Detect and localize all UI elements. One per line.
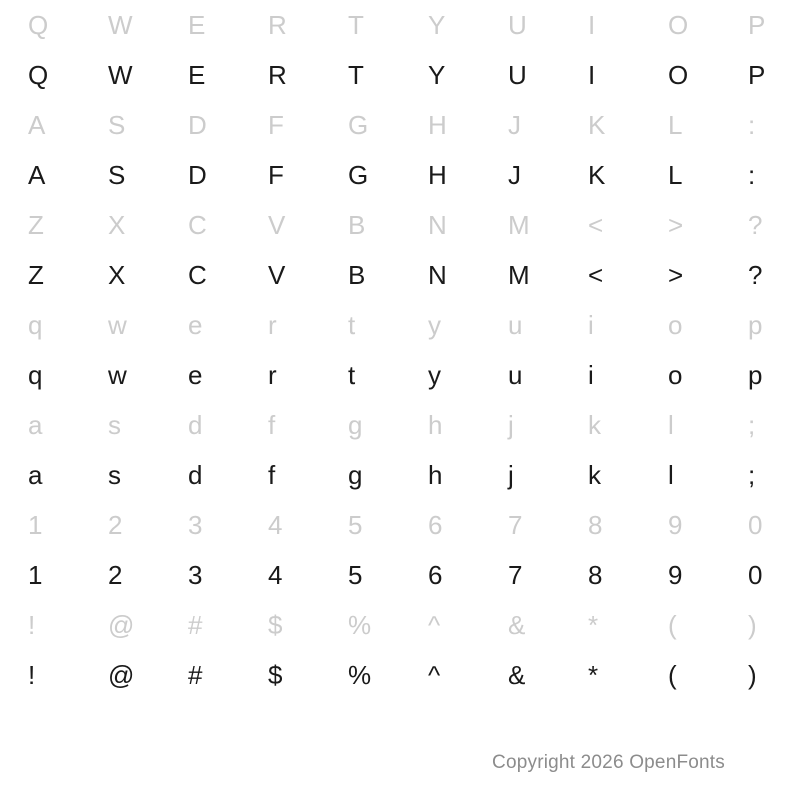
glyph-cell: 7 xyxy=(508,510,523,540)
glyph-cell: G xyxy=(348,160,369,190)
glyph-cell: 3 xyxy=(188,560,203,590)
glyph-cell: J xyxy=(508,160,521,190)
glyph-cell: ^ xyxy=(428,610,441,640)
glyph-cell: t xyxy=(348,310,356,340)
glyph-cell: 3 xyxy=(188,510,203,540)
glyph-cell: e xyxy=(188,310,203,340)
glyph-cell: o xyxy=(668,310,683,340)
glyph-cell: 7 xyxy=(508,560,523,590)
glyph-cell: T xyxy=(348,10,364,40)
glyph-cell: V xyxy=(268,210,286,240)
glyph-cell: s xyxy=(108,460,121,490)
glyph-cell: > xyxy=(668,210,684,240)
glyph-cell: # xyxy=(188,610,203,640)
glyph-cell: R xyxy=(268,10,287,40)
glyph-cell: : xyxy=(748,110,756,140)
glyph-cell: l xyxy=(668,460,674,490)
glyph-cell: % xyxy=(348,660,372,690)
glyph-cell: u xyxy=(508,310,523,340)
glyph-cell: Y xyxy=(428,60,446,90)
glyph-cell: J xyxy=(508,110,521,140)
glyph-cell: 1 xyxy=(28,510,43,540)
glyph-cell: w xyxy=(108,360,127,390)
glyph-cell: 6 xyxy=(428,560,443,590)
glyph-cell: q xyxy=(28,310,43,340)
glyph-cell: R xyxy=(268,60,287,90)
glyph-cell: 4 xyxy=(268,560,283,590)
glyph-cell: D xyxy=(188,110,207,140)
glyph-cell: l xyxy=(668,410,674,440)
glyph-cell: > xyxy=(668,260,684,290)
glyph-cell: 8 xyxy=(588,510,603,540)
glyph-cell: 5 xyxy=(348,560,363,590)
glyph-cell: i xyxy=(588,360,594,390)
glyph-cell: # xyxy=(188,660,203,690)
glyph-cell: H xyxy=(428,160,447,190)
glyph-cell: y xyxy=(428,310,441,340)
glyph-cell: 0 xyxy=(748,510,763,540)
glyph-cell: Z xyxy=(28,260,44,290)
glyph-cell: D xyxy=(188,160,207,190)
glyph-cell: F xyxy=(268,160,284,190)
glyph-cell: P xyxy=(748,10,766,40)
glyph-cell: U xyxy=(508,60,527,90)
glyph-cell: d xyxy=(188,460,203,490)
glyph-cell: ? xyxy=(748,260,763,290)
glyph-cell: C xyxy=(188,210,207,240)
glyph-cell: ! xyxy=(28,660,36,690)
glyph-cell: p xyxy=(748,360,763,390)
glyph-cell: Z xyxy=(28,210,44,240)
glyph-cell: S xyxy=(108,160,126,190)
glyph-cell: 1 xyxy=(28,560,43,590)
glyph-cell: $ xyxy=(268,610,283,640)
glyph-cell: r xyxy=(268,360,277,390)
glyph-cell: : xyxy=(748,160,756,190)
glyph-cell: B xyxy=(348,260,366,290)
glyph-cell: 2 xyxy=(108,510,123,540)
glyph-cell: ; xyxy=(748,410,756,440)
glyph-cell: h xyxy=(428,410,443,440)
glyph-cell: T xyxy=(348,60,364,90)
glyph-cell: U xyxy=(508,10,527,40)
glyph-cell: Y xyxy=(428,10,446,40)
glyph-cell: ) xyxy=(748,660,757,690)
glyph-cell: k xyxy=(588,460,601,490)
glyph-cell: g xyxy=(348,460,363,490)
glyph-cell: 2 xyxy=(108,560,123,590)
glyph-cell: ^ xyxy=(428,660,441,690)
glyph-cell: F xyxy=(268,110,284,140)
glyph-cell: Q xyxy=(28,10,49,40)
glyph-cell: ) xyxy=(748,610,757,640)
glyph-cell: y xyxy=(428,360,441,390)
glyph-cell: ( xyxy=(668,610,677,640)
glyph-cell: < xyxy=(588,210,604,240)
glyph-cell: $ xyxy=(268,660,283,690)
glyph-cell: P xyxy=(748,60,766,90)
glyph-cell: 8 xyxy=(588,560,603,590)
glyph-cell: f xyxy=(268,410,276,440)
glyph-cell: j xyxy=(508,460,514,490)
glyph-cell: L xyxy=(668,160,683,190)
glyph-cell: % xyxy=(348,610,372,640)
glyph-cell: r xyxy=(268,310,277,340)
glyph-cell: p xyxy=(748,310,763,340)
glyph-cell: i xyxy=(588,310,594,340)
glyph-cell: e xyxy=(188,360,203,390)
glyph-cell: 9 xyxy=(668,560,683,590)
glyph-cell: j xyxy=(508,410,514,440)
glyph-cell: ; xyxy=(748,460,756,490)
glyph-cell: M xyxy=(508,210,530,240)
glyph-cell: h xyxy=(428,460,443,490)
glyph-cell: q xyxy=(28,360,43,390)
glyph-cell: C xyxy=(188,260,207,290)
glyph-cell: I xyxy=(588,60,596,90)
glyph-cell: X xyxy=(108,260,126,290)
glyph-cell: G xyxy=(348,110,369,140)
glyph-cell: & xyxy=(508,610,526,640)
glyph-cell: W xyxy=(108,60,133,90)
glyph-cell: E xyxy=(188,60,206,90)
glyph-cell: N xyxy=(428,260,447,290)
glyph-cell: I xyxy=(588,10,596,40)
glyph-cell: * xyxy=(588,610,599,640)
glyph-cell: < xyxy=(588,260,604,290)
glyph-cell: k xyxy=(588,410,601,440)
glyph-cell: E xyxy=(188,10,206,40)
glyph-cell: 6 xyxy=(428,510,443,540)
glyph-cell: W xyxy=(108,10,133,40)
glyph-cell: @ xyxy=(108,610,135,640)
glyph-cell: @ xyxy=(108,660,135,690)
glyph-cell: a xyxy=(28,410,43,440)
glyph-cell: 5 xyxy=(348,510,363,540)
glyph-cell: M xyxy=(508,260,530,290)
glyph-cell: K xyxy=(588,160,606,190)
glyph-cell: N xyxy=(428,210,447,240)
glyph-cell: 0 xyxy=(748,560,763,590)
glyph-cell: ! xyxy=(28,610,36,640)
glyph-cell: O xyxy=(668,60,689,90)
glyph-cell: L xyxy=(668,110,683,140)
glyph-cell: u xyxy=(508,360,523,390)
glyph-cell: H xyxy=(428,110,447,140)
glyph-cell: B xyxy=(348,210,366,240)
glyph-cell: w xyxy=(108,310,127,340)
glyph-cell: V xyxy=(268,260,286,290)
glyph-cell: o xyxy=(668,360,683,390)
glyph-cell: a xyxy=(28,460,43,490)
glyph-cell: Q xyxy=(28,60,49,90)
glyph-cell: t xyxy=(348,360,356,390)
glyph-cell: f xyxy=(268,460,276,490)
glyph-cell: g xyxy=(348,410,363,440)
glyph-cell: A xyxy=(28,110,46,140)
glyph-cell: S xyxy=(108,110,126,140)
glyph-cell: K xyxy=(588,110,606,140)
glyph-cell: O xyxy=(668,10,689,40)
glyph-cell: * xyxy=(588,660,599,690)
glyph-cell: d xyxy=(188,410,203,440)
glyph-cell: ? xyxy=(748,210,763,240)
copyright-notice: Copyright 2026 OpenFonts xyxy=(492,752,725,773)
glyph-cell: & xyxy=(508,660,526,690)
glyph-cell: A xyxy=(28,160,46,190)
glyph-cell: s xyxy=(108,410,121,440)
glyph-cell: 9 xyxy=(668,510,683,540)
glyph-cell: ( xyxy=(668,660,677,690)
glyph-cell: X xyxy=(108,210,126,240)
glyph-cell: 4 xyxy=(268,510,283,540)
